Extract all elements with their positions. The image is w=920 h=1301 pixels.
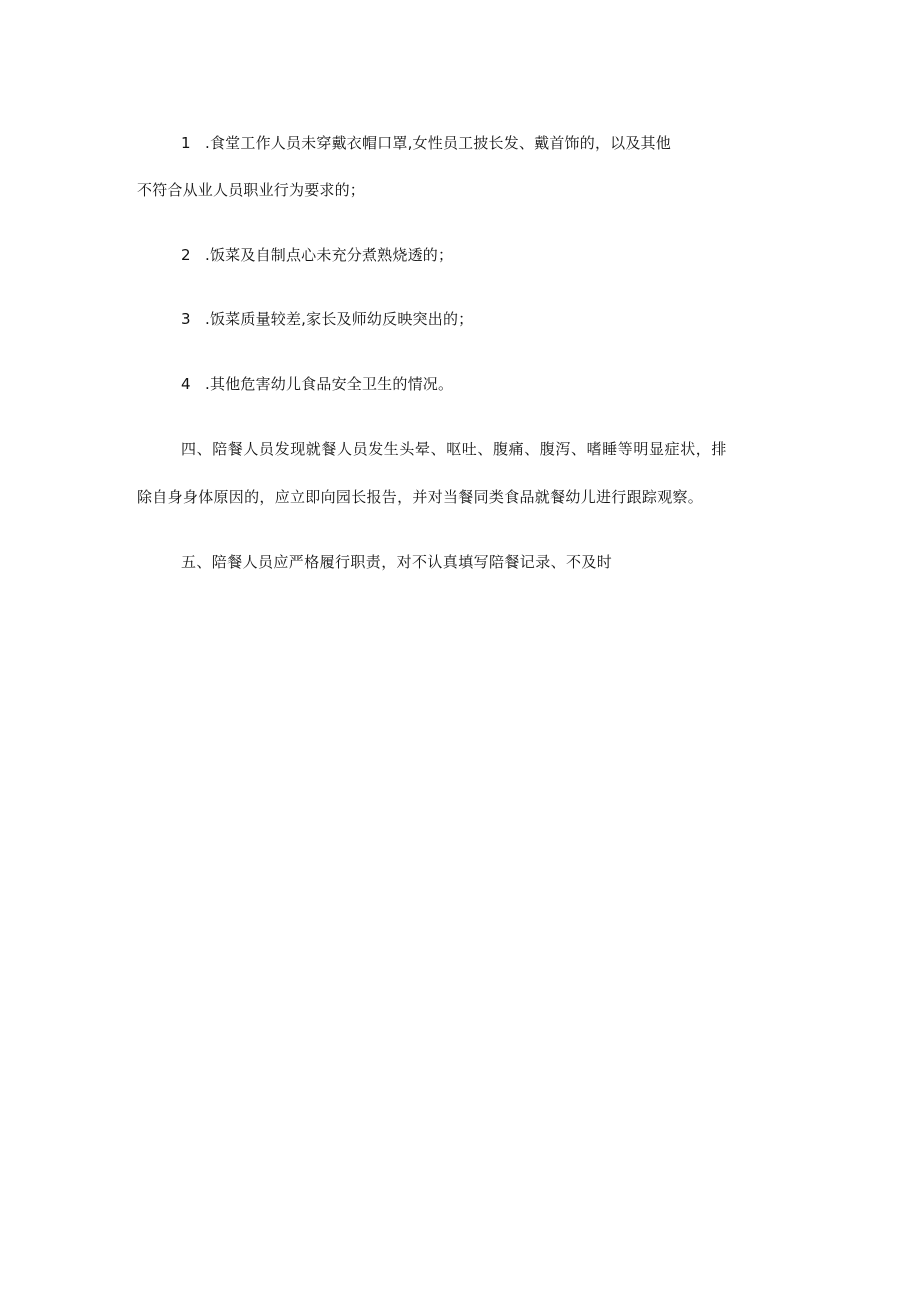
section-4-line-1: 四、陪餐人员发现就餐人员发生头晕、呕吐、腹痛、腹泻、嗜睡等明显症状，排: [181, 440, 728, 458]
item-1-text: .食堂工作人员未穿戴衣帽口罩,女性员工披长发、戴首饰的，以及其他: [205, 134, 671, 152]
item-3-number: 3: [181, 310, 191, 328]
item-1-number: 1: [181, 134, 191, 152]
item-3: [181, 310, 473, 328]
section-5-line-1: 五、陪餐人员应严格履行职责，对不认真填写陪餐记录、不及时: [181, 553, 613, 571]
item-2-number: 2: [181, 246, 191, 264]
item-4: [181, 375, 453, 393]
item-4-number: 4: [181, 375, 191, 393]
item-1-line-1: [181, 134, 671, 152]
item-2: [181, 246, 453, 264]
item-1-line-2: 不符合从业人员职业行为要求的；: [137, 181, 366, 199]
item-3-text: .饭菜质量较差,家长及师幼反映突出的；: [205, 310, 474, 328]
section-4-line-2: 除自身身体原因的，应立即向园长报告，并对当餐同类食品就餐幼儿进行跟踪观察。: [137, 488, 704, 506]
item-4-text: .其他危害幼儿食品安全卫生的情况。: [205, 375, 454, 393]
item-2-text: .饭菜及自制点心未充分煮熟烧透的；: [205, 246, 454, 264]
